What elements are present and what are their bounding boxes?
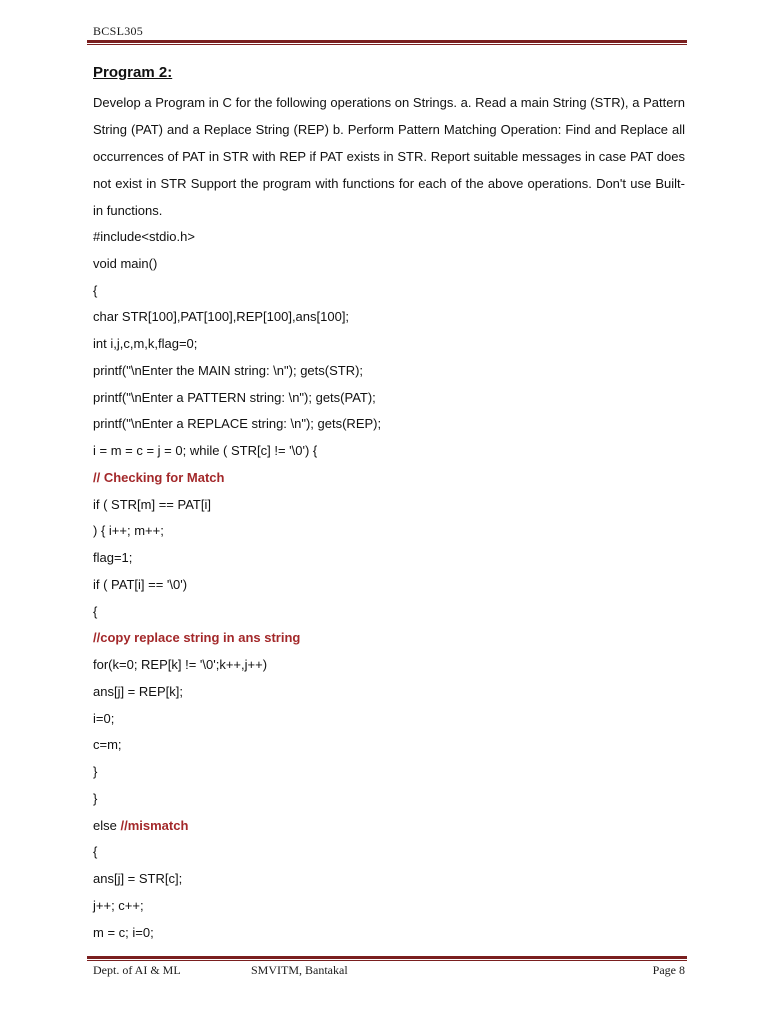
code-text: #include<stdio.h> bbox=[93, 229, 195, 244]
code-text: ) { i++; m++; bbox=[93, 523, 164, 539]
code-comment: // Checking for Match bbox=[93, 469, 225, 485]
code-line bbox=[93, 278, 685, 305]
code-text: ans[j] = STR[c]; bbox=[93, 871, 183, 886]
code-text: else bbox=[93, 817, 121, 833]
program-title: Program 2: bbox=[93, 64, 173, 81]
code-line bbox=[93, 385, 685, 412]
course-code: BCSL305 bbox=[93, 24, 144, 38]
code-line bbox=[93, 304, 685, 331]
footer-divider bbox=[87, 956, 687, 961]
code-text: flag=1; bbox=[93, 550, 133, 565]
code-text: printf("\nEnter a REPLACE string: \n"); gets(REP); bbox=[93, 416, 382, 432]
code-listing bbox=[93, 224, 685, 946]
code-line bbox=[93, 839, 685, 866]
code-comment: //copy replace string in ans string bbox=[93, 630, 301, 646]
code-line bbox=[93, 224, 685, 251]
code-line bbox=[93, 652, 685, 679]
code-text: { bbox=[93, 282, 98, 298]
code-line bbox=[93, 572, 685, 599]
code-text: for(k=0; REP[k] != '\0';k++,j++) bbox=[93, 657, 268, 672]
code-text: { bbox=[93, 603, 98, 619]
code-line bbox=[93, 438, 685, 465]
code-line bbox=[93, 358, 685, 385]
code-line bbox=[93, 866, 685, 893]
code-line bbox=[93, 625, 685, 652]
code-text: void main() bbox=[93, 255, 158, 271]
code-text: j++; c++; bbox=[93, 897, 144, 913]
code-line bbox=[93, 732, 685, 759]
code-line bbox=[93, 518, 685, 545]
footer-department: Dept. of AI & ML bbox=[93, 963, 181, 977]
code-text: i=0; bbox=[93, 710, 115, 726]
program-description: Develop a Program in C for the following operations on Strings. a. Read a main String (STR), a Pattern String (PAT) and a Replace String (REP) b. Perform Pattern Matching Operation: Find and Replace all occurrences of PAT in STR with REP if PAT exists in STR. Report suitable messages in case PAT does not exist in STR Support the program with functions for each of the above operations. Don't use Built-in functions. bbox=[93, 95, 685, 218]
header-divider bbox=[87, 40, 687, 45]
code-text: ans[j] = REP[k]; bbox=[93, 683, 183, 699]
code-line bbox=[93, 492, 685, 519]
code-line bbox=[93, 813, 685, 840]
code-line bbox=[93, 786, 685, 813]
code-text: m = c; i=0; bbox=[93, 924, 154, 940]
code-line bbox=[93, 411, 685, 438]
code-comment: //mismatch bbox=[120, 817, 189, 833]
code-text: { bbox=[93, 844, 98, 860]
code-text: } bbox=[93, 764, 98, 779]
code-text: char STR[100],PAT[100],REP[100],ans[100]; bbox=[93, 309, 350, 325]
code-line bbox=[93, 599, 685, 626]
footer-institute: SMVITM, Bantakal bbox=[251, 963, 348, 977]
code-text: if ( STR[m] == PAT[i] bbox=[93, 496, 211, 512]
code-text: printf("\nEnter the MAIN string: \n"); gets(STR); bbox=[93, 362, 364, 378]
code-line bbox=[93, 465, 685, 492]
code-text: i = m = c = j = 0; while ( STR[c] != '\0') { bbox=[93, 443, 318, 458]
code-line bbox=[93, 679, 685, 706]
code-text: } bbox=[93, 790, 98, 806]
footer-page-number: Page 8 bbox=[652, 963, 685, 977]
code-line bbox=[93, 920, 685, 947]
code-text: printf("\nEnter a PATTERN string: \n"); gets(PAT); bbox=[93, 389, 376, 405]
code-line bbox=[93, 251, 685, 278]
code-text: if ( PAT[i] == '\0') bbox=[93, 576, 188, 592]
code-text: c=m; bbox=[93, 737, 122, 753]
code-line bbox=[93, 706, 685, 733]
code-text: int i,j,c,m,k,flag=0; bbox=[93, 336, 198, 351]
code-line bbox=[93, 545, 685, 572]
code-line bbox=[93, 893, 685, 920]
code-line bbox=[93, 759, 685, 786]
code-line bbox=[93, 331, 685, 358]
